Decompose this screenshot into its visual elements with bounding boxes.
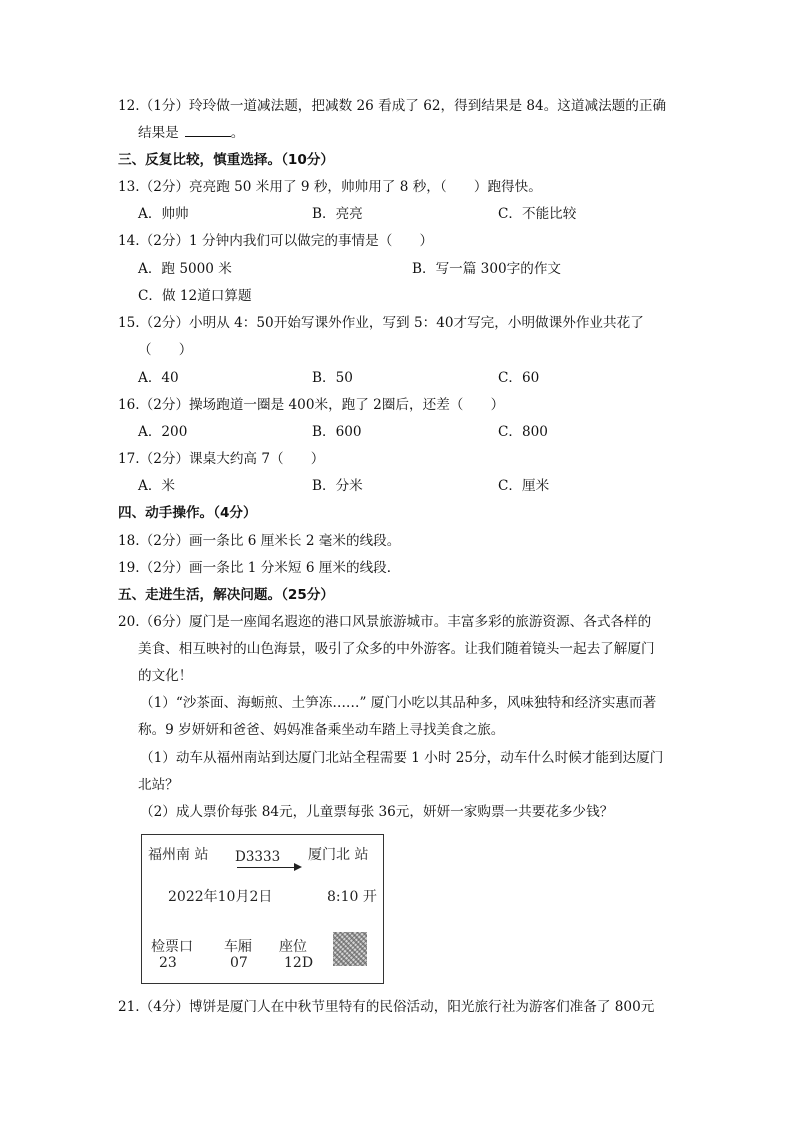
q16-stem: 16.（2分）操场跑道一圈是 400米，跑了 2圈后，还差（ ） xyxy=(118,397,505,413)
q14-option-a[interactable]: A．跑 5000 米 xyxy=(138,261,232,277)
q17-option-a[interactable]: A．米 xyxy=(138,478,176,494)
q13-option-c[interactable]: C．不能比较 xyxy=(498,206,577,222)
q20-line-6: （1）动车从福州南站到达厦门北站全程需要 1 小时 25分，动车什么时候才能到达厦门 xyxy=(140,750,664,766)
ticket-car-value: 07 xyxy=(230,955,248,971)
q19-text: 19.（2分）画一条比 1 分米短 6 厘米的线段． xyxy=(118,560,401,576)
q20-line-5: 称。9 岁妍妍和爸爸、妈妈准备乘坐动车踏上寻找美食之旅。 xyxy=(138,722,505,738)
q20-line-3: 的文化！ xyxy=(138,668,193,684)
train-ticket xyxy=(141,834,384,984)
ticket-gate-label: 检票口 xyxy=(151,939,193,955)
ticket-from-station: 福州南 站 xyxy=(148,847,209,863)
ticket-departure-time: 8:10 开 xyxy=(327,889,377,905)
q17-stem: 17.（2分）课桌大约高 7（ ） xyxy=(118,451,325,467)
section-4-heading: 四、动手操作。（4分） xyxy=(118,505,257,521)
q14-option-c[interactable]: C．做 12道口算题 xyxy=(138,288,252,304)
q14-stem: 14.（2分）1 分钟内我们可以做完的事情是（ ） xyxy=(118,233,434,249)
q16-option-a[interactable]: A．200 xyxy=(138,424,188,440)
q15-option-b[interactable]: B．50 xyxy=(312,370,353,386)
ticket-arrow xyxy=(237,867,299,868)
q20-line-2: 美食、相互映衬的山色海景，吸引了众多的中外游客。让我们随着镜头一起去了解厦门 xyxy=(138,641,655,657)
q20-line-7: 北站？ xyxy=(138,777,179,793)
q12-line1: 12.（1分）玲玲做一道减法题，把减数 26 看成了 62，得到结果是 84。这道减法题的正确 xyxy=(118,98,667,114)
q15-option-a[interactable]: A．40 xyxy=(138,370,179,386)
q15-option-c[interactable]: C．60 xyxy=(498,370,540,386)
ticket-arrow-icon xyxy=(294,863,302,871)
q15-stem: 15.（2分）小明从 4：50开始写课外作业，写到 5：40才写完，小明做课外作业共花了 xyxy=(118,315,644,331)
q20-line-8: （2）成人票价每张 84元，儿童票每张 36元，妍妍一家购票一共要花多少钱？ xyxy=(140,804,614,820)
section-5-heading: 五、走进生活，解决问题。（25分） xyxy=(118,587,335,603)
q12-answer-prefix: 结果是 xyxy=(138,125,179,141)
q14-option-b[interactable]: B．写一篇 300字的作文 xyxy=(412,261,562,277)
ticket-seat-label: 座位 xyxy=(279,939,307,955)
q17-option-c[interactable]: C．厘米 xyxy=(498,478,550,494)
q16-option-c[interactable]: C．800 xyxy=(498,424,548,440)
qr-code-icon xyxy=(333,932,367,966)
q21-line-1: 21.（4分）博饼是厦门人在中秋节里特有的民俗活动，阳光旅行社为游客们准备了 800元 xyxy=(118,999,655,1015)
ticket-to-station: 厦门北 站 xyxy=(308,847,369,863)
q13-option-a[interactable]: A．帅帅 xyxy=(138,206,189,222)
q17-option-b[interactable]: B．分米 xyxy=(312,478,363,494)
q18-text: 18.（2分）画一条比 6 厘米长 2 毫米的线段。 xyxy=(118,533,401,549)
q13-stem: 13.（2分）亮亮跑 50 米用了 9 秒，帅帅用了 8 秒，（ ）跑得快。 xyxy=(118,179,542,195)
ticket-seat-value: 12D xyxy=(284,955,314,971)
ticket-car-label: 车厢 xyxy=(224,939,252,955)
q20-line-1: 20.（6分）厦门是一座闻名遐迩的港口风景旅游城市。丰富多彩的旅游资源、各式各样的 xyxy=(118,614,652,630)
q13-option-b[interactable]: B．亮亮 xyxy=(312,206,363,222)
ticket-gate-value: 23 xyxy=(159,955,177,971)
q12-line2 xyxy=(138,124,244,142)
ticket-date: 2022年10月2日 xyxy=(168,889,273,905)
q20-line-4: （1）“沙茶面、海蛎煎、土笋冻……” 厦门小吃以其品种多，风味独特和经济实惠而著 xyxy=(140,695,657,711)
q12-answer-blank[interactable] xyxy=(185,124,231,137)
q12-answer-suffix: 。 xyxy=(230,125,245,141)
q16-option-b[interactable]: B．600 xyxy=(312,424,362,440)
q15-paren: （ ） xyxy=(138,342,193,358)
ticket-train-number: D3333 xyxy=(235,849,281,865)
section-3-heading: 三、反复比较，慎重选择。（10分） xyxy=(118,152,335,168)
